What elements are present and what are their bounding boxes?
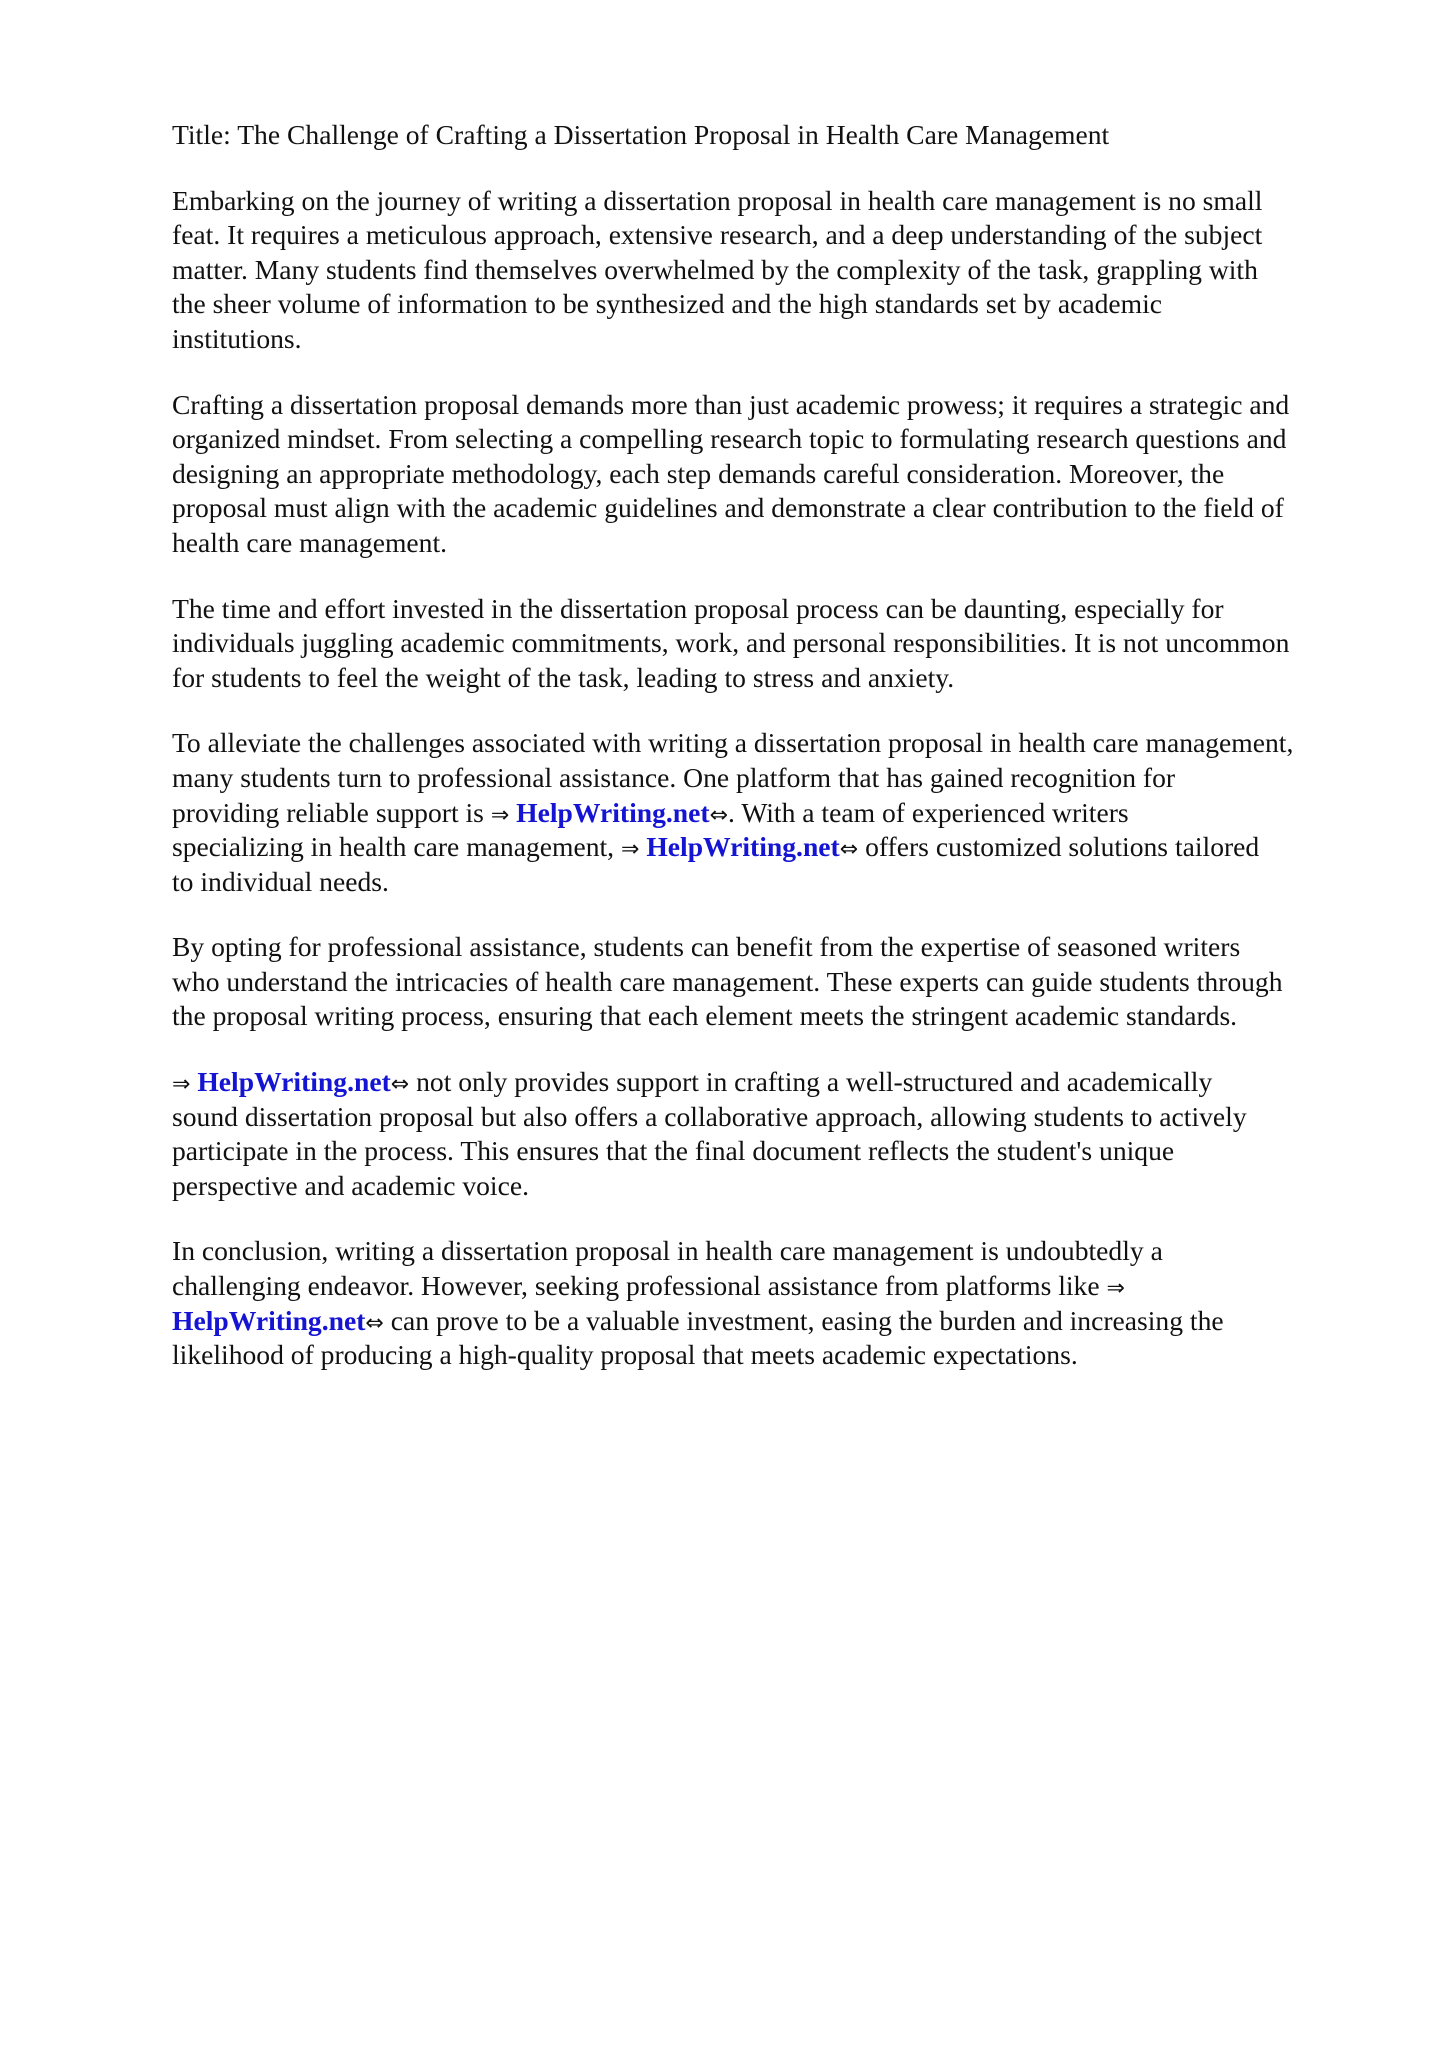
text-segment: organized mindset. From selecting a compelling research topic to formulating research questions and — [172, 423, 1287, 455]
text-segment: proposal must align with the academic guidelines and demonstrate a clear contribution to the field of — [172, 492, 1284, 524]
helpwriting-link[interactable]: HelpWriting.net — [646, 831, 840, 863]
paragraph — [172, 592, 1392, 696]
text-segment: To alleviate the challenges associated with writing a dissertation proposal in health care management, — [172, 727, 1294, 759]
left-right-arrow-icon: ⇔ — [709, 802, 729, 828]
text-line — [172, 930, 1392, 965]
text-line — [172, 1134, 1392, 1169]
document-body — [172, 184, 1392, 1373]
text-segment: sound dissertation proposal but also offers a collaborative approach, allowing students to actively — [172, 1100, 1247, 1132]
text-line — [172, 1065, 1392, 1100]
text-line — [172, 491, 1392, 526]
text-segment: feat. It requires a meticulous approach, extensive research, and a deep understanding of the subject — [172, 219, 1263, 251]
text-segment: . With a team of experienced writers — [728, 796, 1129, 828]
text-segment: many students turn to professional assistance. One platform that has gained recognition for — [172, 761, 1176, 793]
text-line — [172, 422, 1392, 457]
text-segment: institutions. — [172, 322, 302, 354]
text-line — [172, 965, 1392, 1000]
text-line — [172, 865, 1392, 900]
text-segment: the proposal writing process, ensuring that each element meets the stringent academic standards. — [172, 1000, 1238, 1032]
text-segment: challenging endeavor. However, seeking professional assistance from platforms like — [172, 1270, 1107, 1302]
text-line — [172, 1100, 1392, 1135]
text-segment: By opting for professional assistance, students can benefit from the expertise of seasoned writers — [172, 931, 1241, 963]
paragraph — [172, 930, 1392, 1034]
paragraph — [172, 1234, 1392, 1372]
text-segment: providing reliable support is — [172, 796, 491, 828]
text-line — [172, 184, 1392, 219]
document-page — [172, 118, 1392, 1404]
text-line — [172, 661, 1392, 696]
paragraph — [172, 726, 1392, 899]
left-right-arrow-icon: ⇔ — [365, 1310, 384, 1336]
text-line — [172, 526, 1392, 561]
right-arrow-icon: ⇒ — [172, 1072, 191, 1098]
text-line — [172, 388, 1392, 423]
text-segment: participate in the process. This ensures that the final document reflects the student's unique — [172, 1135, 1175, 1167]
text-segment: can prove to be a valuable investment, easing the burden and increasing the — [383, 1304, 1224, 1336]
title-text: Title: The Challenge of Crafting a Dissertation Proposal in Health Care Management — [172, 119, 1110, 150]
text-line — [172, 592, 1392, 627]
text-line — [172, 999, 1392, 1034]
left-right-arrow-icon: ⇔ — [390, 1072, 410, 1098]
text-segment: who understand the intricacies of health care management. These experts can guide students through — [172, 965, 1283, 997]
right-arrow-icon: ⇒ — [620, 837, 640, 863]
text-line — [172, 626, 1392, 661]
text-line — [172, 1234, 1392, 1269]
text-segment: likelihood of producing a high-quality proposal that meets academic expectations. — [172, 1339, 1078, 1371]
text-segment: for students to feel the weight of the task, leading to stress and anxiety. — [172, 661, 955, 693]
text-segment: The time and effort invested in the dissertation proposal process can be daunting, especially for — [172, 592, 1224, 624]
helpwriting-link[interactable]: HelpWriting.net — [516, 796, 710, 828]
paragraph — [172, 1065, 1392, 1203]
text-segment: offers customized solutions tailored — [858, 831, 1260, 863]
text-line — [172, 253, 1392, 288]
text-line — [172, 1269, 1392, 1304]
text-segment: the sheer volume of information to be synthesized and the high standards set by academic — [172, 288, 1163, 320]
text-line — [172, 1338, 1392, 1373]
text-line — [172, 322, 1392, 357]
text-segment: Crafting a dissertation proposal demands more than just academic prowess; it requires a strategic and — [172, 388, 1290, 420]
text-line — [172, 1304, 1392, 1339]
text-segment: In conclusion, writing a dissertation proposal in health care management is undoubtedly a — [172, 1235, 1163, 1267]
text-segment: specializing in health care management, — [172, 831, 621, 863]
text-segment: to individual needs. — [172, 865, 389, 897]
paragraph — [172, 184, 1392, 357]
text-line — [172, 726, 1392, 761]
document-title — [172, 118, 1392, 153]
text-segment: designing an appropriate methodology, each step demands careful consideration. Moreover, the — [172, 457, 1225, 489]
text-line — [172, 830, 1392, 865]
text-segment: matter. Many students find themselves overwhelmed by the complexity of the task, grappling with — [172, 253, 1258, 285]
text-segment: perspective and academic voice. — [172, 1169, 529, 1201]
text-line — [172, 796, 1392, 831]
right-arrow-icon: ⇒ — [490, 802, 510, 828]
text-segment: individuals juggling academic commitments, work, and personal responsibilities. It is not uncommon — [172, 627, 1290, 659]
helpwriting-link[interactable]: HelpWriting.net — [197, 1066, 391, 1098]
text-segment: not only provides support in crafting a well-structured and academically — [409, 1066, 1213, 1098]
paragraph — [172, 388, 1392, 561]
text-line — [172, 287, 1392, 322]
text-line — [172, 1169, 1392, 1204]
text-segment: Embarking on the journey of writing a dissertation proposal in health care management is no small — [172, 184, 1263, 216]
text-line — [172, 457, 1392, 492]
text-line — [172, 761, 1392, 796]
left-right-arrow-icon: ⇔ — [839, 837, 859, 863]
helpwriting-link[interactable]: HelpWriting.net — [172, 1304, 366, 1336]
text-segment: health care management. — [172, 526, 448, 558]
right-arrow-icon: ⇒ — [1106, 1276, 1125, 1302]
text-line — [172, 218, 1392, 253]
